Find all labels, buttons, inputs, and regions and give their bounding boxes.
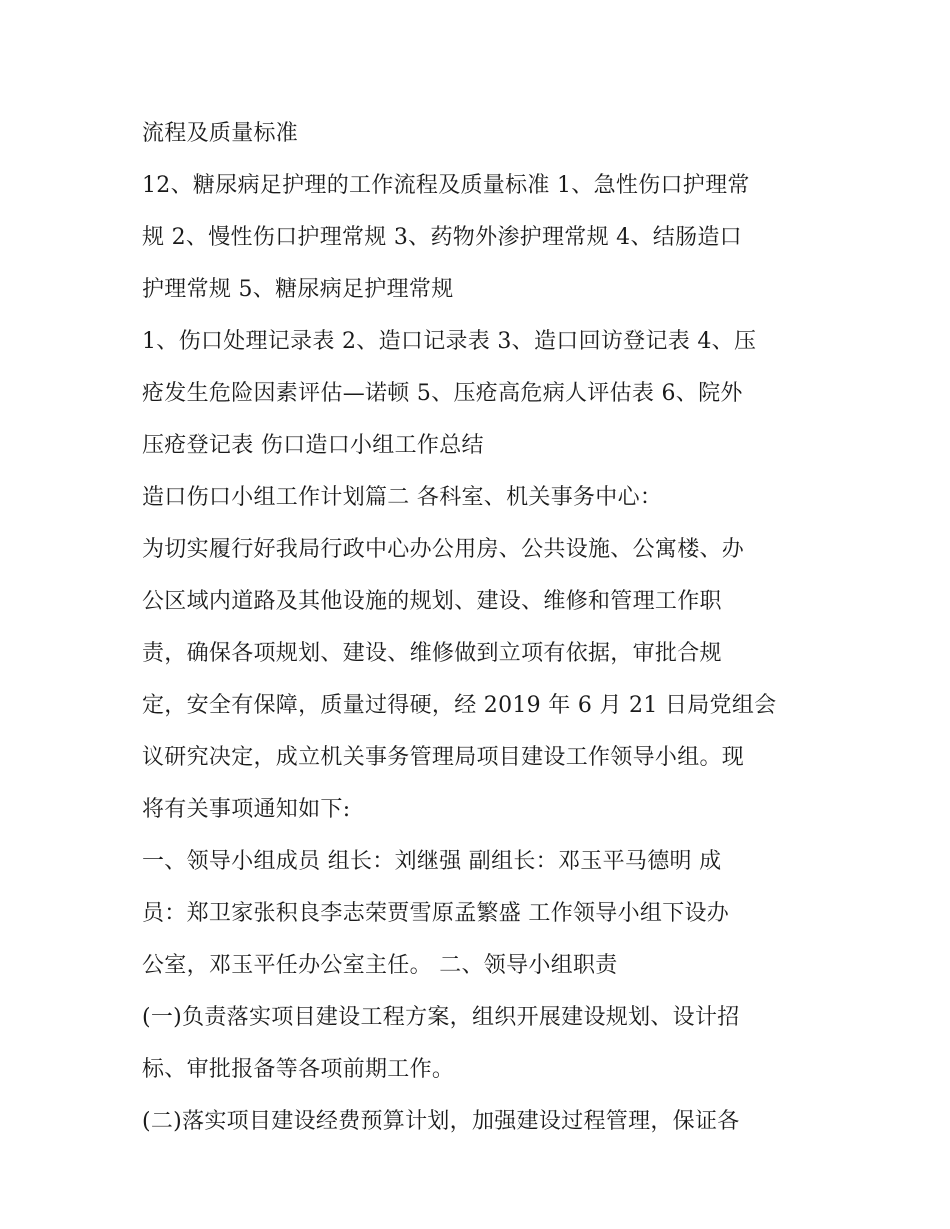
text-line: 12、糖尿病足护理的工作流程及质量标准 1、急性伤口护理常 — [142, 173, 750, 198]
text-line: 流程及质量标准 — [142, 121, 299, 146]
document-body — [142, 108, 822, 1148]
text-line: 为切实履行好我局行政中心办公用房、公共设施、公寓楼、办 — [142, 537, 745, 562]
paragraph-duty-one — [142, 992, 822, 1096]
paragraph-care-routines — [142, 160, 822, 316]
text-line: 议研究决定，成立机关事务管理局项目建设工作领导小组。现 — [142, 745, 745, 770]
paragraph-notice-body — [142, 524, 822, 836]
text-line: 压疮登记表 伤口造口小组工作总结 — [142, 433, 484, 458]
text-line: 员：郑卫家张积良李志荣贾雪原孟繁盛 工作领导小组下设办 — [142, 901, 730, 926]
text-line: (一)负责落实项目建设工程方案，组织开展建设规划、设计招 — [142, 1005, 740, 1030]
text-line: 定，安全有保障，质量过得硬，经 2019 年 6 月 21 日局党组会 — [142, 693, 777, 718]
text-line: 疮发生危险因素评估—诺顿 5、压疮高危病人评估表 6、院外 — [142, 381, 743, 406]
text-line: 1、伤口处理记录表 2、造口记录表 3、造口回访登记表 4、压 — [142, 329, 757, 354]
text-line: 规 2、慢性伤口护理常规 3、药物外渗护理常规 4、结肠造口 — [142, 225, 742, 250]
paragraph-plan-title — [142, 472, 822, 524]
text-line: 公区域内道路及其他设施的规划、建设、维修和管理工作职 — [142, 589, 722, 614]
text-line: 护理常规 5、糖尿病足护理常规 — [142, 277, 454, 302]
paragraph-record-forms — [142, 316, 822, 472]
text-line: 造口伤口小组工作计划篇二 各科室、机关事务中心： — [142, 485, 663, 510]
text-line: 一、领导小组成员 组长：刘继强 副组长：邓玉平马德明 成 — [142, 849, 722, 874]
text-line: 公室，邓玉平任办公室主任。 二、领导小组职责 — [142, 953, 618, 978]
text-line: (二)落实项目建设经费预算计划，加强建设过程管理，保证各 — [142, 1109, 740, 1134]
text-line: 责，确保各项规划、建设、维修做到立项有依据，审批合规 — [142, 641, 722, 666]
paragraph-duty-two — [142, 1096, 822, 1148]
paragraph-heading-fragment — [142, 108, 822, 160]
paragraph-group-members — [142, 836, 822, 992]
text-line: 将有关事项通知如下: — [142, 797, 351, 822]
text-line: 标、审批报备等各项前期工作。 — [142, 1057, 455, 1082]
